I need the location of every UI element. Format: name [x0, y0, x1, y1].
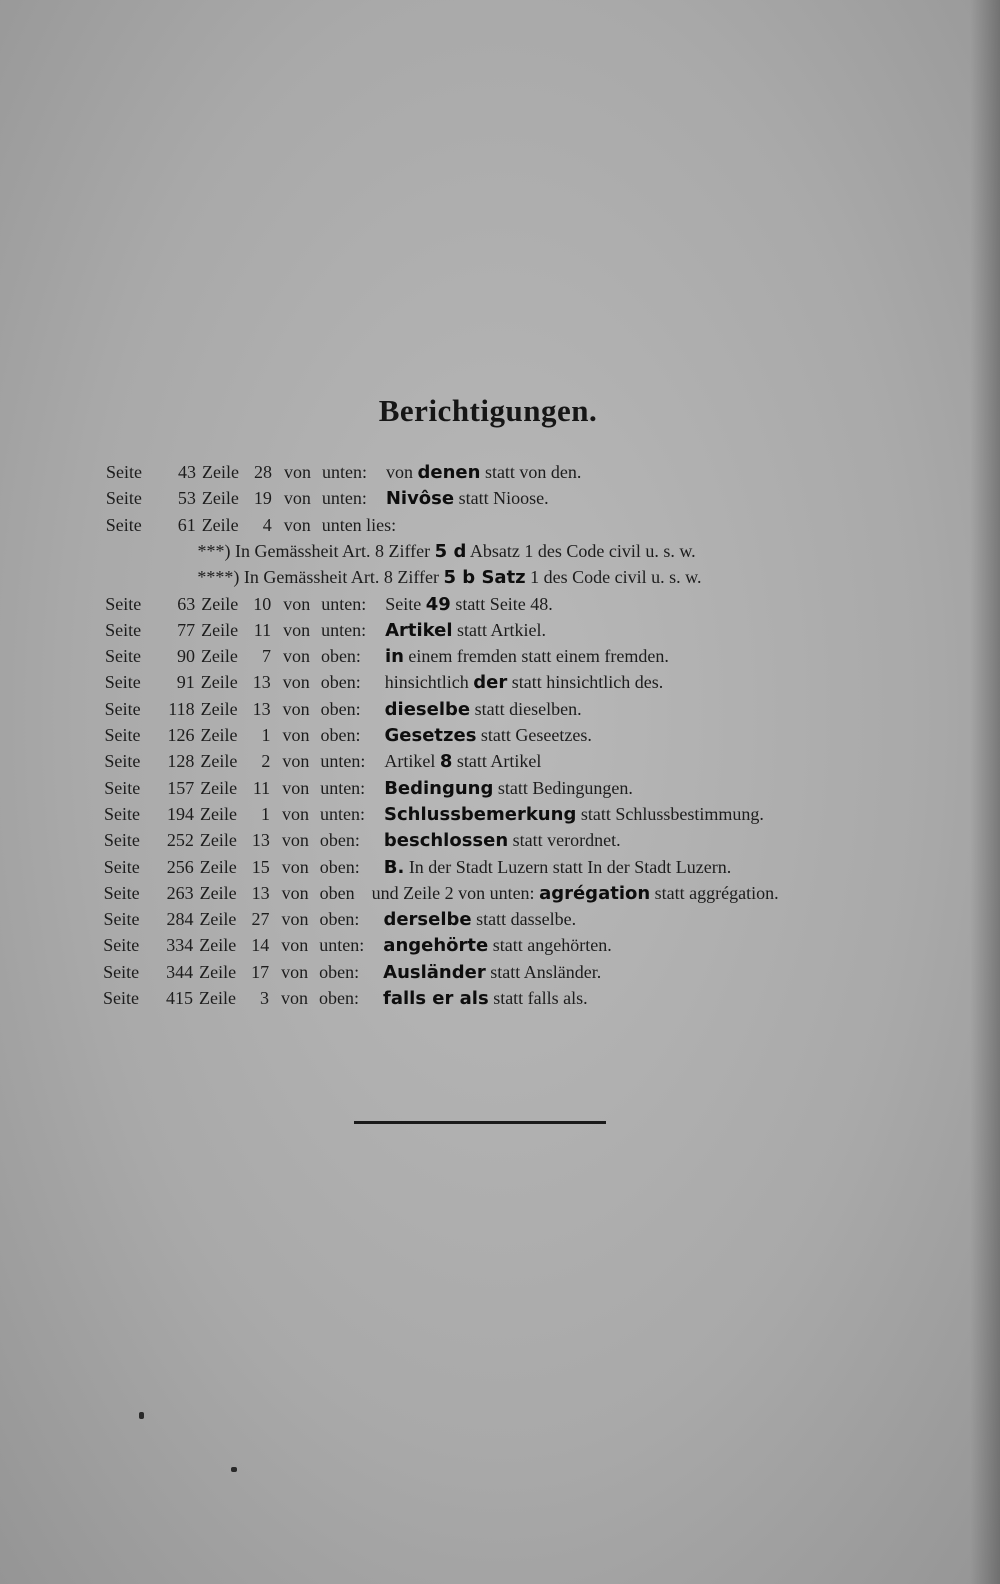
- correction-fragment: statt angehörten.: [488, 935, 612, 956]
- line-number: 1: [261, 803, 271, 824]
- correction-row: [103, 906, 860, 932]
- corrected-word: 5 d: [434, 540, 467, 562]
- line-number: 11: [253, 619, 272, 640]
- corrected-word: Gesetzes: [384, 725, 477, 746]
- seite-label: Seite: [105, 514, 142, 535]
- correction-text: [385, 591, 553, 618]
- seite-label: Seite: [103, 909, 140, 930]
- ink-speck: [231, 1467, 237, 1472]
- correction-row: [104, 775, 860, 801]
- von-label: von: [282, 803, 310, 824]
- line-number: 13: [252, 698, 271, 719]
- page-number: 63: [177, 593, 196, 614]
- correction-fragment: statt Schlussbestimmung.: [576, 803, 764, 824]
- seite-label: Seite: [104, 803, 141, 824]
- correction-fragment: einem fremden statt einem fremden.: [403, 646, 669, 667]
- direction-label: unten lies:: [321, 514, 397, 535]
- page-number: 252: [166, 830, 194, 851]
- line-number: 10: [253, 593, 272, 614]
- seite-label: Seite: [104, 751, 141, 772]
- von-label: von: [283, 488, 311, 509]
- correction-text: [198, 538, 696, 565]
- seite-label: Seite: [106, 462, 142, 482]
- seite-label: Seite: [103, 882, 140, 903]
- correction-text: [384, 854, 731, 881]
- correction-fragment: statt dieselben.: [470, 698, 582, 719]
- correction-fragment: und Zeile 2 von unten:: [371, 882, 540, 903]
- seite-label: Seite: [104, 725, 141, 745]
- zeile-label: Zeile: [200, 698, 238, 719]
- line-number: 27: [251, 909, 270, 930]
- von-label: von: [282, 725, 310, 745]
- correction-fragment: statt hinsichtlich des.: [507, 672, 664, 693]
- corrected-word: falls er als: [383, 988, 489, 1009]
- line-number: 4: [262, 514, 272, 535]
- correction-text: [385, 696, 582, 723]
- seite-label: Seite: [105, 488, 142, 509]
- correction-row: [104, 880, 860, 906]
- correction-text: [386, 485, 549, 512]
- correction-row: [104, 854, 860, 880]
- correction-row: [105, 669, 860, 695]
- correction-row: [104, 827, 860, 853]
- direction-label: unten:: [322, 462, 367, 482]
- correction-text: [385, 617, 546, 644]
- zeile-label: Zeile: [199, 988, 236, 1008]
- correction-subline: [106, 538, 860, 564]
- correction-fragment: statt falls als.: [488, 988, 588, 1008]
- correction-text: [384, 748, 541, 775]
- corrected-word: denen: [417, 462, 481, 483]
- page-number: 284: [166, 909, 194, 930]
- line-number: 13: [251, 830, 270, 851]
- correction-row: [105, 722, 861, 748]
- correction-row: [105, 696, 860, 722]
- corrected-word: derselbe: [383, 909, 472, 931]
- direction-label: unten:: [321, 593, 367, 614]
- von-label: von: [282, 751, 310, 772]
- seite-label: Seite: [103, 935, 140, 956]
- zeile-label: Zeile: [201, 488, 239, 509]
- correction-row: [105, 617, 860, 643]
- direction-label: oben:: [319, 830, 360, 851]
- correction-fragment: von: [386, 462, 418, 482]
- page-number: 43: [178, 462, 196, 482]
- correction-text: [385, 722, 592, 749]
- corrected-word: in: [384, 646, 404, 668]
- von-label: von: [282, 698, 310, 719]
- line-number: 28: [254, 462, 272, 482]
- correction-row: [106, 485, 860, 511]
- seite-label: Seite: [103, 961, 140, 982]
- correction-fragment: Seite: [385, 593, 426, 614]
- line-number: 17: [251, 961, 270, 982]
- zeile-label: Zeile: [200, 777, 238, 798]
- corrected-word: angehörte: [383, 935, 489, 957]
- direction-label: oben:: [320, 725, 361, 745]
- seite-label: Seite: [103, 856, 140, 877]
- correction-row: [105, 591, 860, 617]
- correction-fragment: statt dasselbe.: [471, 909, 577, 930]
- von-label: von: [281, 856, 309, 877]
- zeile-label: Zeile: [200, 646, 238, 667]
- correction-row: [103, 932, 860, 958]
- corrected-word: 8: [439, 751, 453, 773]
- correction-fragment: In der Stadt Luzern statt In der Stadt Luzern.: [404, 856, 732, 877]
- page-number: 128: [167, 751, 195, 772]
- direction-label: unten:: [320, 803, 366, 824]
- page-number: 77: [177, 619, 196, 640]
- correction-row: [105, 643, 860, 669]
- line-number: 13: [251, 882, 270, 903]
- direction-label: oben:: [320, 672, 361, 693]
- direction-label: oben:: [319, 988, 359, 1008]
- correction-text: [372, 880, 779, 907]
- page-number: 157: [167, 777, 195, 798]
- page-number: 334: [166, 935, 194, 956]
- von-label: von: [283, 619, 311, 640]
- corrected-word: agrégation: [539, 882, 651, 904]
- correction-text: [386, 459, 581, 486]
- von-label: von: [283, 514, 311, 535]
- zeile-label: Zeile: [200, 803, 238, 824]
- correction-fragment: statt Artkiel.: [452, 619, 547, 640]
- von-label: von: [282, 646, 310, 667]
- correction-fragment: statt Geseetzes.: [476, 725, 592, 745]
- page-number: 194: [167, 803, 195, 824]
- line-number: 11: [252, 777, 271, 798]
- correction-row: [104, 801, 860, 827]
- direction-label: oben:: [320, 646, 361, 667]
- correction-fragment: hinsichtlich: [384, 672, 474, 693]
- line-number: 7: [261, 646, 271, 667]
- line-number: 13: [252, 672, 271, 693]
- seite-label: Seite: [104, 777, 141, 798]
- correction-fragment: Artikel: [384, 751, 440, 772]
- correction-text: [384, 827, 621, 854]
- page-number: 118: [168, 698, 195, 719]
- corrected-word: dieselbe: [384, 698, 471, 720]
- von-label: von: [281, 988, 308, 1008]
- line-number: 2: [261, 751, 271, 772]
- zeile-label: Zeile: [199, 830, 237, 851]
- line-number: 1: [261, 725, 271, 745]
- seite-label: Seite: [104, 672, 141, 693]
- von-label: von: [281, 961, 309, 982]
- direction-label: oben:: [319, 961, 360, 982]
- correction-fragment: statt Artikel: [452, 751, 542, 772]
- direction-label: unten:: [320, 777, 366, 798]
- zeile-label: Zeile: [201, 593, 239, 614]
- page-number: 263: [166, 882, 194, 903]
- seite-label: Seite: [105, 619, 142, 640]
- page-number: 61: [177, 514, 196, 535]
- correction-fragment: ***) In Gemässheit Art. 8 Ziffer: [197, 540, 435, 561]
- correction-text: [197, 564, 701, 591]
- page-number: 256: [166, 856, 194, 877]
- line-number: 3: [260, 988, 269, 1008]
- page-number: 344: [166, 961, 194, 982]
- line-number: 14: [251, 935, 270, 956]
- page-number: 415: [166, 988, 193, 1008]
- von-label: von: [282, 777, 310, 798]
- correction-fragment: statt aggrégation.: [650, 882, 779, 903]
- corrected-word: 49: [425, 593, 451, 615]
- correction-fragment: statt von den.: [480, 462, 582, 482]
- correction-fragment: statt Seite 48.: [450, 593, 553, 614]
- direction-label: oben:: [320, 698, 361, 719]
- corrected-word: der: [473, 672, 508, 694]
- corrected-word: 5 b Satz: [443, 567, 526, 589]
- zeile-label: Zeile: [202, 462, 239, 482]
- page-title: Berichtigungen.: [378, 393, 598, 428]
- correction-text: [383, 906, 576, 933]
- zeile-label: Zeile: [200, 672, 238, 693]
- correction-fragment: ****) In Gemässheit Art. 8 Ziffer: [197, 567, 444, 588]
- von-label: von: [283, 593, 311, 614]
- correction-row: [103, 985, 860, 1011]
- zeile-label: Zeile: [201, 619, 239, 640]
- von-label: von: [281, 882, 309, 903]
- page-number: 53: [177, 488, 196, 509]
- line-number: 19: [253, 488, 272, 509]
- correction-text: [383, 985, 588, 1012]
- correction-text: [384, 801, 764, 828]
- direction-label: oben: [319, 882, 355, 903]
- corrected-word: Nivôse: [385, 488, 455, 510]
- page-number: 90: [176, 646, 195, 667]
- correction-row: [104, 748, 860, 774]
- direction-label: unten:: [321, 488, 367, 509]
- correction-text: [385, 643, 669, 670]
- correction-row: [103, 959, 860, 985]
- corrected-word: Schlussbemerkung: [384, 803, 577, 825]
- correction-row: [106, 512, 860, 538]
- seite-label: Seite: [103, 830, 140, 851]
- page-edge-shadow: [970, 0, 1000, 1584]
- seite-label: Seite: [103, 988, 139, 1008]
- correction-row: [106, 459, 860, 485]
- seite-label: Seite: [104, 646, 141, 667]
- von-label: von: [281, 909, 309, 930]
- corrected-word: Bedingung: [384, 777, 494, 799]
- seite-label: Seite: [104, 698, 141, 719]
- correction-fragment: statt Ansländer.: [485, 961, 602, 982]
- correction-text: [384, 775, 633, 802]
- von-label: von: [281, 935, 309, 956]
- correction-fragment: statt verordnet.: [508, 830, 621, 851]
- correction-subline: [105, 564, 860, 590]
- correction-fragment: statt Nioose.: [454, 488, 549, 509]
- zeile-label: Zeile: [201, 514, 239, 535]
- correction-text: [383, 959, 601, 986]
- von-label: von: [281, 830, 309, 851]
- von-label: von: [284, 462, 311, 482]
- correction-fragment: statt Bedingungen.: [493, 777, 633, 798]
- zeile-label: Zeile: [200, 751, 238, 772]
- closing-rule: [354, 1121, 606, 1124]
- corrected-word: B.: [383, 856, 405, 878]
- direction-label: unten:: [319, 935, 365, 956]
- zeile-label: Zeile: [199, 856, 237, 877]
- page-number: 126: [167, 725, 195, 745]
- zeile-label: Zeile: [199, 882, 237, 903]
- direction-label: unten:: [321, 619, 367, 640]
- corrected-word: Ausländer: [383, 961, 486, 983]
- zeile-label: Zeile: [200, 725, 238, 745]
- page-number: 91: [176, 672, 195, 693]
- ink-speck: [139, 1412, 144, 1419]
- correction-fragment: Absatz 1 des Code civil u. s. w.: [466, 540, 696, 561]
- line-number: 15: [251, 856, 270, 877]
- zeile-label: Zeile: [199, 961, 237, 982]
- direction-label: unten:: [320, 751, 366, 772]
- correction-fragment: 1 des Code civil u. s. w.: [525, 567, 702, 588]
- correction-text: [383, 932, 611, 959]
- corrected-word: beschlossen: [383, 830, 509, 852]
- seite-label: Seite: [105, 593, 142, 614]
- correction-text: [385, 669, 663, 696]
- corrected-word: Artikel: [385, 619, 453, 641]
- direction-label: oben:: [319, 856, 360, 877]
- zeile-label: Zeile: [199, 909, 237, 930]
- von-label: von: [282, 672, 310, 693]
- direction-label: oben:: [319, 909, 360, 930]
- zeile-label: Zeile: [199, 935, 237, 956]
